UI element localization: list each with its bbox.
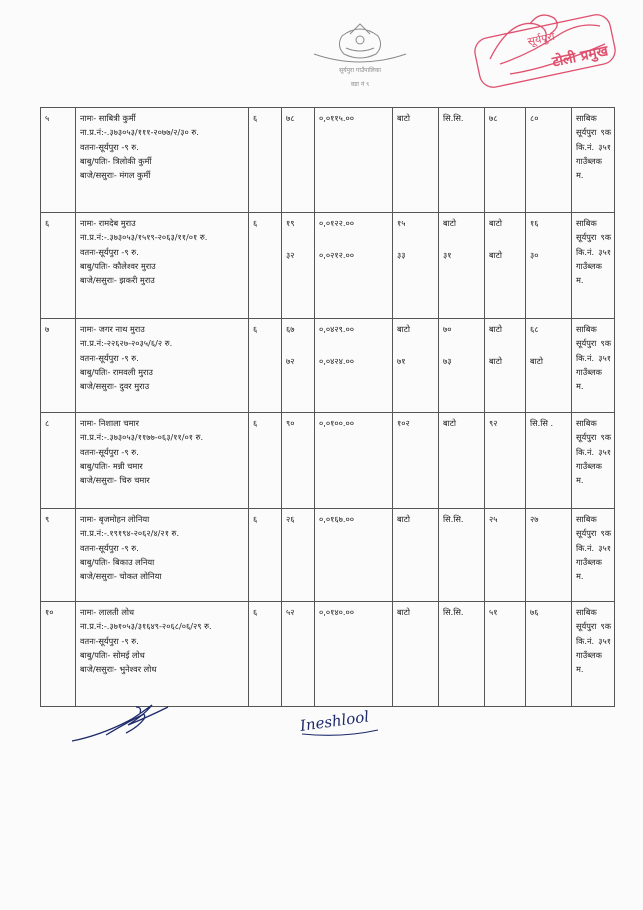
boundary-south: बाटो — [443, 218, 457, 228]
owner-name: नामः- साबित्री कुर्मी — [80, 113, 136, 123]
remarks-text: साबिक सूर्यपुरा ९क कि.नं. ३५१ गाउँब्लक म. — [576, 324, 611, 392]
area-cell — [315, 108, 393, 213]
boundary-west-cell — [526, 413, 572, 509]
boundary-east: ७८ — [489, 113, 498, 123]
ward-cell — [249, 213, 282, 319]
remarks-cell — [572, 602, 615, 707]
owner-name: नामः- रामदेब मुराउ — [80, 218, 136, 228]
area-value: ०,०१६७.०० — [319, 514, 355, 524]
boundary-south: सि.सि. — [443, 607, 464, 617]
table-row — [41, 413, 615, 509]
remarks-text: साबिक सूर्यपुरा ९क कि.नं. ३५१ गाउँब्लक म. — [576, 607, 611, 675]
grandfather-or-father-in-law: बाजे/ससुराः- मंगल कुर्मी — [80, 170, 151, 181]
boundary-west-cell — [526, 509, 572, 602]
seal-text-2: वडा नं ९ — [350, 81, 370, 88]
citizenship-number: ना.प्र.नं:-.१९१९४-२०६२/४/२१ रु. — [80, 528, 180, 539]
citizenship-number: ना.प्र.नं:-२२६२७-२०३५/६/२ रु. — [80, 338, 173, 349]
boundary-west: ३० — [530, 250, 539, 261]
serial-number-cell — [41, 108, 76, 213]
remarks-text: साबिक सूर्यपुरा ९क कि.नं. ३५१ गाउँब्लक म. — [576, 113, 611, 181]
boundary-east-cell — [485, 319, 526, 413]
boundary-south-cell — [439, 602, 485, 707]
boundary-west: सि.सि . — [530, 418, 554, 428]
table-row — [41, 213, 615, 319]
ward-number: ६ — [253, 324, 258, 334]
plot-number: ६७ — [286, 324, 295, 334]
ward-number: ६ — [253, 113, 258, 123]
plot-number-cell — [282, 602, 315, 707]
boundary-north-cell — [393, 319, 439, 413]
stamp-text-1: सूर्यपुरा — [526, 29, 556, 49]
owner-details-cell — [76, 213, 249, 319]
citizenship-number: ना.प्र.नं:-.३७१०५३/३१६४९-२०६८/०६/२९ रु. — [80, 621, 212, 632]
government-seal — [300, 14, 420, 104]
remarks-cell — [572, 509, 615, 602]
signature-left — [66, 697, 176, 747]
boundary-south: सि.सि. — [443, 514, 464, 524]
area-value: ०,०११५.०० — [319, 113, 355, 123]
boundary-west: ८० — [530, 113, 539, 123]
boundary-south-cell — [439, 108, 485, 213]
boundary-west: १६ — [530, 218, 539, 228]
remarks-cell — [572, 413, 615, 509]
residence: वतनः-सूर्यपुरा -९ रु. — [80, 446, 139, 457]
owner-details-cell — [76, 509, 249, 602]
serial-number-cell — [41, 509, 76, 602]
land-records-table — [40, 107, 615, 707]
owner-name: नामः- बृजमोहन लोनिया — [80, 514, 150, 524]
boundary-south: बाटो — [443, 418, 457, 428]
remarks-text: साबिक सूर्यपुरा ९क कि.नं. ३५१ गाउँब्लक म. — [576, 514, 611, 582]
boundary-south: सि.सि. — [443, 113, 464, 123]
owner-details-cell — [76, 108, 249, 213]
plot-number: ५२ — [286, 607, 295, 617]
serial-number: १० — [45, 607, 54, 617]
table-row — [41, 602, 615, 707]
boundary-west: ६८ — [530, 324, 539, 334]
table-row — [41, 108, 615, 213]
residence: वतनः-सूर्यपुरा -९ रु. — [80, 542, 139, 553]
grandfather-or-father-in-law: बाजे/ससुराः- दुवर मुराउ — [80, 381, 150, 392]
owner-details-cell — [76, 413, 249, 509]
residence: वतनः-सूर्यपुरा -९ रु. — [80, 635, 139, 646]
area-value: ०,०१४०.०० — [319, 607, 355, 617]
boundary-north: बाटो — [397, 324, 411, 334]
ward-cell — [249, 413, 282, 509]
boundary-east: बाटो — [489, 218, 503, 228]
owner-name: नामः- लालती लोध — [80, 607, 135, 617]
boundary-east: बाटो — [489, 324, 503, 334]
boundary-south-cell — [439, 413, 485, 509]
boundary-east-cell — [485, 413, 526, 509]
father-or-husband: बाबु/पतिः- कौलेश्वर मुराउ — [80, 261, 156, 272]
residence: वतनः-सूर्यपुरा -९ रु. — [80, 141, 139, 152]
area-cell — [315, 213, 393, 319]
boundary-south: ३१ — [443, 250, 452, 261]
boundary-west-cell — [526, 319, 572, 413]
boundary-north: बाटो — [397, 113, 411, 123]
plot-number: २६ — [286, 514, 295, 524]
ward-number: ६ — [253, 218, 258, 228]
serial-number: ८ — [45, 418, 50, 428]
boundary-west: २७ — [530, 514, 539, 524]
grandfather-or-father-in-law: बाजे/ससुराः- भुनेश्वर लोध — [80, 664, 157, 675]
boundary-east: २५ — [489, 514, 498, 524]
plot-number: ३२ — [286, 250, 295, 261]
boundary-north: १०२ — [397, 418, 410, 428]
ward-number: ६ — [253, 607, 258, 617]
area-value: ०,०२१२.०० — [319, 250, 355, 261]
father-or-husband: बाबु/पतिः- मन्नी चमार — [80, 461, 143, 472]
boundary-south-cell — [439, 319, 485, 413]
plot-number: ७८ — [286, 113, 295, 123]
area-cell — [315, 602, 393, 707]
citizenship-number: ना.प्र.नं:-.३७३०५३/१११-२०७७/२/३० रु. — [80, 127, 199, 138]
grandfather-or-father-in-law: बाजे/ससुराः- चोकत लोनिया — [80, 571, 162, 582]
seal-text-1: सूर्यपुरा गाउँपालिका — [339, 67, 381, 74]
serial-number-cell — [41, 213, 76, 319]
father-or-husband: बाबु/पतिः- त्रिलोकी कुर्मी — [80, 156, 152, 167]
ward-cell — [249, 602, 282, 707]
plot-number: ७२ — [286, 356, 295, 367]
official-stamp — [470, 4, 620, 94]
serial-number-cell — [41, 319, 76, 413]
owner-name: नामः- निशाला चमार — [80, 418, 139, 428]
serial-number-cell — [41, 602, 76, 707]
ward-number: ६ — [253, 514, 258, 524]
boundary-east: बाटो — [489, 356, 503, 367]
plot-number-cell — [282, 413, 315, 509]
serial-number-cell — [41, 413, 76, 509]
plot-number-cell — [282, 108, 315, 213]
plot-number-cell — [282, 213, 315, 319]
boundary-south-cell — [439, 213, 485, 319]
serial-number: ९ — [45, 514, 50, 524]
boundary-north-cell — [393, 509, 439, 602]
remarks-text: साबिक सूर्यपुरा ९क कि.नं. ३५१ गाउँब्लक म. — [576, 218, 611, 286]
signature-middle — [296, 698, 386, 748]
boundary-south: ७० — [443, 324, 452, 334]
owner-details-cell — [76, 602, 249, 707]
boundary-north: ७१ — [397, 356, 406, 367]
ward-cell — [249, 108, 282, 213]
boundary-north: बाटो — [397, 607, 411, 617]
serial-number: ७ — [45, 324, 50, 334]
boundary-east-cell — [485, 213, 526, 319]
area-cell — [315, 319, 393, 413]
boundary-west-cell — [526, 602, 572, 707]
grandfather-or-father-in-law: बाजे/ससुराः- चिरु चमार — [80, 475, 150, 486]
owner-name: नामः- जगर नाथ मुराउ — [80, 324, 145, 334]
boundary-north-cell — [393, 213, 439, 319]
boundary-east: ९२ — [489, 418, 498, 428]
citizenship-number: ना.प्र.नं:-.३७३०५३/१५१९-२०६३/११/०१ रु. — [80, 232, 208, 243]
remarks-cell — [572, 213, 615, 319]
plot-number-cell — [282, 319, 315, 413]
remarks-cell — [572, 108, 615, 213]
signature-middle-text: Ineshlool — [298, 707, 371, 735]
remarks-cell — [572, 319, 615, 413]
father-or-husband: बाबु/पतिः- सोमई लोध — [80, 650, 145, 661]
ward-cell — [249, 509, 282, 602]
area-cell — [315, 413, 393, 509]
boundary-north-cell — [393, 108, 439, 213]
boundary-north-cell — [393, 413, 439, 509]
boundary-east-cell — [485, 509, 526, 602]
plot-number-cell — [282, 509, 315, 602]
area-value: ०,०४२९.०० — [319, 324, 355, 334]
boundary-south: ७३ — [443, 356, 452, 367]
father-or-husband: बाबु/पतिः- रामवली मुराउ — [80, 367, 153, 378]
boundary-south-cell — [439, 509, 485, 602]
area-cell — [315, 509, 393, 602]
grandfather-or-father-in-law: बाजे/ससुराः- झकरी मुराउ — [80, 275, 155, 286]
boundary-west: बाटो — [530, 356, 544, 367]
father-or-husband: बाबु/पतिः- बिकाउ लनिया — [80, 557, 155, 568]
boundary-west: ७६ — [530, 607, 539, 617]
boundary-north: बाटो — [397, 514, 411, 524]
boundary-east-cell — [485, 108, 526, 213]
area-value: ०,०१००.०० — [319, 418, 355, 428]
stamp-text-2: टोली प्रमुख — [550, 43, 610, 71]
boundary-east-cell — [485, 602, 526, 707]
ward-cell — [249, 319, 282, 413]
table-row — [41, 509, 615, 602]
serial-number: ५ — [45, 113, 50, 123]
area-value: ०,०४२४.०० — [319, 356, 355, 367]
table-row — [41, 319, 615, 413]
boundary-east: बाटो — [489, 250, 503, 261]
serial-number: ६ — [45, 218, 50, 228]
ward-number: ६ — [253, 418, 258, 428]
boundary-north: ३३ — [397, 250, 406, 261]
residence: वतनः-सूर्यपुरा -९ रु. — [80, 246, 139, 257]
area-value: ०,०१२२.०० — [319, 218, 355, 228]
citizenship-number: ना.प्र.नं:-.३७३०५३/११७७-०६३/११/०१ रु. — [80, 432, 204, 443]
boundary-west-cell — [526, 108, 572, 213]
boundary-north: १५ — [397, 218, 406, 228]
residence: वतनः-सूर्यपुरा -९ रु. — [80, 352, 139, 363]
remarks-text: साबिक सूर्यपुरा ९क कि.नं. ३५१ गाउँब्लक म. — [576, 418, 611, 486]
boundary-east: ५१ — [489, 607, 498, 617]
boundary-north-cell — [393, 602, 439, 707]
boundary-west-cell — [526, 213, 572, 319]
owner-details-cell — [76, 319, 249, 413]
plot-number: ९० — [286, 418, 295, 428]
plot-number: १९ — [286, 218, 295, 228]
